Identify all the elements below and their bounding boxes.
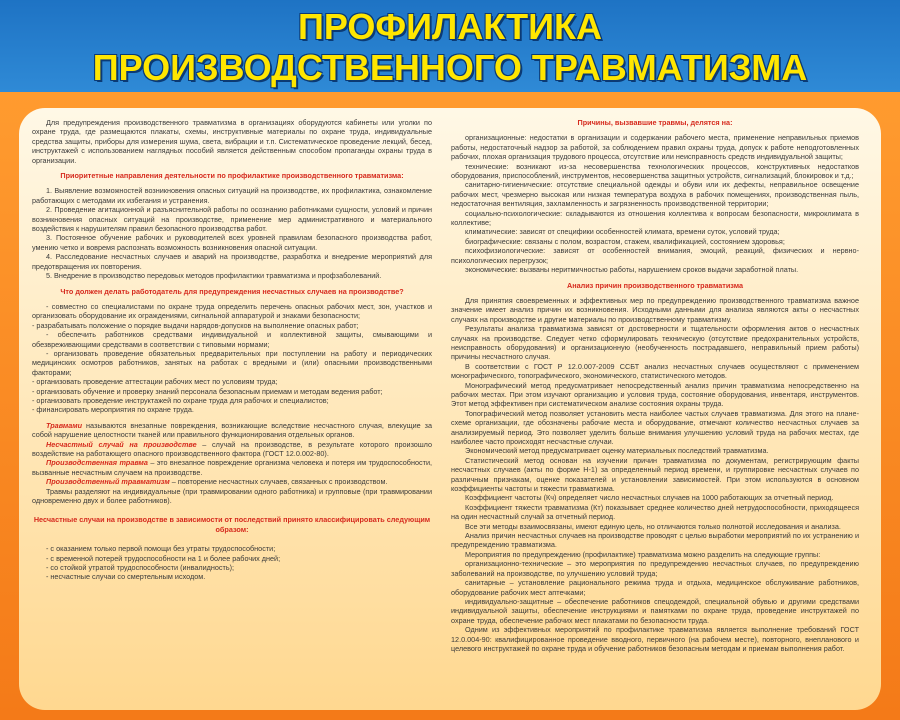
definition-text: – повторение несчастных случаев, связанных с производством. (169, 477, 388, 487)
employer-duty: - организовать обучение и проверку знаний персонала безопасным приемам и методам ведения работ; (32, 386, 383, 396)
employer-duty: - обеспечить работников средствами индивидуальной и коллективной защиты, смывающими и обезвреживающими средствами в соответствии с типовыми нормами; (32, 330, 432, 349)
term-injury: Производственная травма (46, 458, 148, 468)
employer-heading: Что должен делать работодатель для предупреждения несчастных случаев на производстве? (60, 286, 404, 296)
analysis-paragraph: Коэффициент частоты (Кч) определяет число несчастных случаев на 1000 работающих за отчетный период. (465, 493, 834, 503)
definition-accident (32, 440, 432, 459)
definition-text: – это внезапное повреждение организма человека и потеря им трудоспособности, вызванные несчастным случаем на производстве. (32, 458, 433, 477)
employer-duty: - совместно со специалистами по охране труда определить перечень опасных рабочих мест, зон, участков и организовать оборудование их ограждениями, сигнальной аппаратурой и знаками безопасности; (32, 301, 432, 321)
analysis-paragraph: Одним из эффективных мероприятий по профилактике травматизма является выполнение требований ГОСТ 12.0.004-90: квалифицированное проведение вводного, первичного (на рабочем месте), повторного, внепланового и целевого инструктажей по охране труда и обучение работников безопасным методам и приемам выполнения работ. (451, 625, 859, 653)
cause-item: санитарно-гигиенические: отсутствие специальной одежды и обуви или их дефекты, неправильное освещение рабочих мест, чрезмерно высокая или низкая температура воздуха в рабочих помещениях, производственная пыль, недостаточная вентиляция, захламленность и загрязненность производственной территории; (451, 180, 859, 209)
classification-item: - несчастные случаи со смертельным исходом. (46, 572, 206, 582)
term-accident: Несчастный случай на производстве (46, 439, 197, 449)
intro-paragraph: Для предупреждения производственного травматизма в организациях оборудуются кабинеты или уголки по охране труда, где размещаются плакаты, схемы, инструктивные материалы по охране труда, индивидуальные средства защиты, приборы для измерения шума, света, вибрации и т.п. Систематическое проведение лекций, бесед, инструктажей с использованием наглядных пособий является действенным способом пропаганды охраны труда в организации. (32, 118, 432, 165)
cause-item: психофизиологические: зависят от особенностей внимания, эмоций, реакций, физических и нервно-психологических перегрузок; (451, 246, 859, 265)
term-traumatism: Производственный травматизм (46, 477, 170, 487)
cause-item: социально-психологические: складываются из отношения коллектива к вопросам безопасности, микроклимата в коллективе; (451, 208, 859, 228)
analysis-paragraph: Мероприятия по предупреждению (профилактике) травматизма можно разделить на следующие группы: (465, 549, 821, 559)
classification-item: - с временной потерей трудоспособности на 1 и более рабочих дней; (46, 553, 281, 563)
definition-text: – случай на производстве, в результате которого произошло воздействие на работающего опасного производственного фактора (ГОСТ 12.0.002-80). (32, 439, 433, 458)
priority-heading: Приоритетные направления деятельности по профилактике производственного травматизма: (60, 171, 404, 181)
analysis-paragraph: Статистический метод основан на изучении причин травматизма по документам, регистрирующим факты несчастных случаев (акты по форме Н-1) за определенный период времени, и группировке несчастных случаев по различным признакам, оценке показателей и установлении зависимостей. При этом используются в основном коэффициенты частоты и тяжести травматизма. (451, 455, 859, 494)
measure-item: индивидуально-защитные – обеспечение работников спецодеждой, специальной обувью и другими средствами индивидуальной защиты, обеспечение инструкциями и памятками по охране труда, проведение инструктажей по охране труда, обеспечение рабочих мест плакатами по безопасности труда. (451, 596, 859, 625)
priority-item: 1. Выявление возможностей возникновения опасных ситуаций на производстве, их профилактика, ознакомление работающих с методами их избегания и устранения. (32, 186, 432, 205)
priority-item: 3. Постоянное обучение рабочих и руководителей всех уровней правилам безопасного производства работ, умению четко и вовремя распознать возможность возникновения опасной ситуации. (32, 233, 432, 252)
title-line-2: ПРОИЗВОДСТВЕННОГО ТРАВМАТИЗМА (92, 47, 808, 88)
employer-duty: - разрабатывать положение о порядке выдачи нарядов-допусков на выполнение опасных работ; (32, 320, 359, 330)
cause-item: организационные: недостатки в организации и содержании рабочего места, применение неправильных приемов работы, недостаточный надзор за работой, за соблюдением правил охраны труда, допуск к работе неподготовленных рабочих, плохая организация трудового процесса, отсутствие или неисправность средств индивидуальной защиты; (451, 133, 859, 162)
left-column (32, 118, 432, 582)
cause-item: экономические: вызваны неритмичностью работы, нарушением сроков выдачи заработной платы. (465, 265, 799, 275)
employer-duty: - организовать проведение аттестации рабочих мест по условиям труда; (32, 377, 278, 387)
analysis-paragraph: Коэффициент тяжести травматизма (Кт) показывает среднее количество дней нетрудоспособности, приходящееся на один несчастный случай за отчетный период. (451, 502, 859, 522)
cause-item: технические: возникают из-за несовершенства технологических процессов, конструктивных недостатков оборудования, приспособлений, инструментов, несовершенства защитных устройств, сигнализаций, блокировок и т.д.; (451, 161, 859, 181)
analysis-paragraph: Для принятия своевременных и эффективных мер по предупреждению производственного травматизма важное значение имеет анализ причин их возникновения. Исходными данными для анализа являются акты о несчастных случаях на производстве и другие материалы по производственному травматизму. (451, 295, 859, 324)
analysis-paragraph: Все эти методы взаимосвязаны, имеют единую цель, но отличаются только полнотой исследования и анализа. (465, 521, 841, 531)
classification-item: - со стойкой утратой трудоспособности (инвалидность); (46, 563, 235, 573)
term-trauma: Травмами (46, 420, 83, 430)
definition-trauma (32, 421, 432, 440)
analysis-paragraph: Монографический метод предусматривает непосредственный анализ причин травматизма непосредственно на рабочих местах. При этом изучают организацию и условия труда, состояние оборудования, инвентаря, инструментов. Этот метод эффективен при систематическом анализе состояния охраны труда. (451, 380, 859, 409)
analysis-paragraph: В соответствии с ГОСТ Р 12.0.007-2009 ССБТ анализ несчастных случаев осуществляют с применением монографического, топографического, экономического, статистического методов. (451, 361, 859, 381)
employer-duty: - организовать проведение инструктажей по охране труда для рабочих и специалистов; (32, 395, 329, 405)
classification-item: - с оказанием только первой помощи без утраты трудоспособности; (46, 544, 276, 554)
priority-item: 5. Внедрение в производство передовых методов профилактики травматизма и профзаболеваний. (46, 271, 382, 281)
measure-item: санитарные – установление рационального режима труда и отдыха, медицинское обслуживание работников, оборудование рабочих мест аптечками; (451, 578, 859, 597)
measure-item: организационно-технические – это мероприятия по предупреждению несчастных случаев, по предупреждению заболеваний на производстве, по улучшению условий труда; (451, 559, 859, 578)
priority-item: 4. Расследование несчастных случаев и аварий на производстве, разработка и внедрение мероприятий для предотвращения их повторения. (32, 252, 432, 271)
title-line-1: ПРОФИЛАКТИКА (298, 6, 602, 47)
analysis-paragraph: Экономический метод предусматривает оценку материальных последствий травматизма. (465, 446, 769, 456)
definition-text: называются внезапные повреждения, возникающие вследствие несчастного случая, влекущие за собой нарушение целостности тканей или правильного функционирования отдельных органов. (32, 420, 432, 440)
analysis-paragraph: Результаты анализа травматизма зависят от достоверности и тщательности оформления актов о несчастных случаях на производстве. Следует четко сформулировать техническую (отсутствие предохранительных устройств, неисправность оборудования) и организационную (необученность пострадавшего, неправильный прием работы) причины несчастного случая. (451, 324, 859, 362)
employer-duty: - организовать проведение обязательных предварительных при поступлении на работу и периодических медицинских осмотров работников, занятых на работах с вредными и (или) опасными производственными факторами; (32, 348, 432, 377)
analysis-paragraph: Анализ причин несчастных случаев на производстве проводят с целью выработки мероприятий по их устранению и предупреждению травматизма. (451, 531, 859, 550)
analysis-heading: Анализ причин производственного травматизма (566, 280, 744, 290)
definition-traumatism (32, 477, 432, 486)
right-column (451, 118, 859, 653)
employer-duty: - финансировать мероприятия по охране труда. (32, 405, 194, 415)
analysis-paragraph: Топографический метод позволяет установить места наиболее частых случаев травматизма. Для этого на плане-схеме организации, где обозначены рабочие места и оборудование, отмечают количество несчастных случаев за анализируемый период. Это позволяет уделить больше внимания улучшению условий труда на рабочих местах, где наиболее часто происходят несчастные случаи. (451, 408, 859, 446)
trauma-types: Травмы разделяют на индивидуальные (при травмировании одного работника) и групповые (при травмировании одновременно двух и более работников). (32, 486, 432, 506)
page-title (0, 6, 900, 88)
cause-item: климатические: зависят от специфики особенностей климата, времени суток, условий труда; (465, 227, 780, 237)
priority-item: 2. Проведение агитационной и разъяснительной работы по осознанию работниками сущности, условий и причин возникновения опасных ситуаций на производстве, применение мер административного и материального воздействия к нарушителям правил безопасного производства работ. (32, 205, 432, 234)
classification-heading: Несчастные случаи на производстве в зависимости от последствий принято классифицировать следующим образом: (33, 515, 431, 534)
cause-item: биографические: связаны с полом, возрастом, стажем, квалификацией, состоянием здоровья; (465, 236, 785, 246)
definition-injury (32, 458, 432, 477)
causes-heading: Причины, вызвавшие травмы, делятся на: (577, 118, 733, 127)
